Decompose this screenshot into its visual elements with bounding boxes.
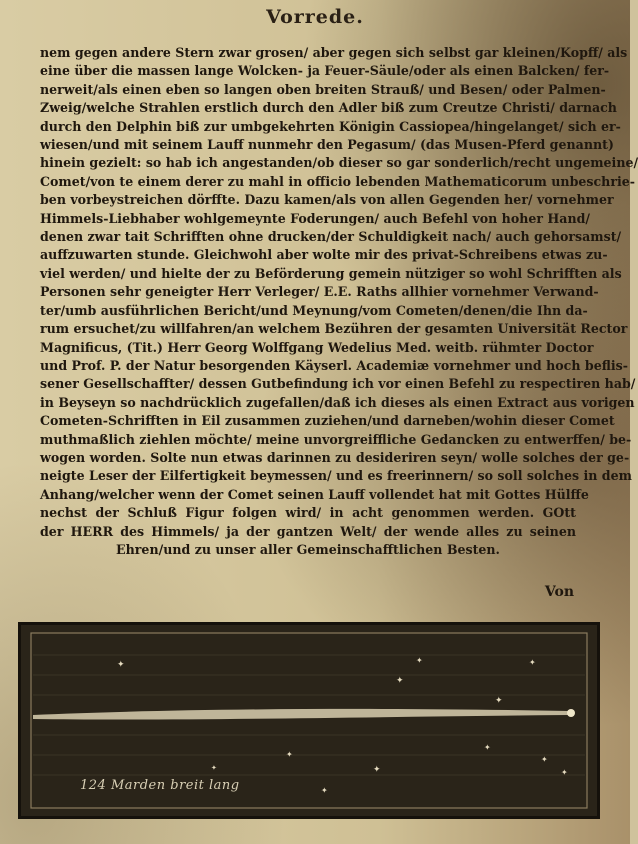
star: ✦	[541, 755, 548, 764]
text-line: ben vorbeystreichen dörffte. Dazu kamen/als von allen Gegenden her/ vornehmer	[40, 192, 614, 208]
text-line: sener Gesellschaffter/ dessen Gutbefindung ich vor einen Befehl zu respectiren hab/	[40, 376, 636, 392]
star: ✦	[416, 656, 423, 665]
stars	[117, 656, 568, 795]
text-line: nem gegen andere Stern zwar grosen/ aber gegen sich selbst gar kleinen/Kopff/ als	[40, 45, 628, 60]
catchword: Von	[544, 584, 574, 600]
text-line: Zweig/welche Strahlen erstlich durch den Adler biß zum Creutze Christi/ darnach	[40, 100, 617, 116]
text-line: denen zwar tait Schrifften ohne drucken/der Schuldigkeit nach/ auch gehorsamst/	[40, 229, 622, 245]
body-text	[40, 44, 638, 559]
text-line: muthmaßlich ziehlen möchte/ meine unvorgreiffliche Gedancken zu entwerffen/ be-	[40, 431, 632, 447]
star: ✦	[373, 765, 381, 775]
text-line: viel werden/ und hielte der zu Beförderung gemein nütziger so wohl Schrifften als	[40, 265, 622, 281]
text-line: rum ersuchet/zu willfahren/an welchem Bezühren der gesamten Universität Rector	[40, 321, 628, 337]
star: ✦	[484, 743, 491, 752]
text-line: in Beyseyn so nachdrücklich zugefallen/daß ich dieses als einen Extract aus vorigen	[40, 394, 635, 410]
comet-head	[567, 709, 575, 717]
text-line: neigte Leser der Eilfertigkeit beymessen/ und es freerinnern/ so soll solches in dem	[40, 468, 632, 484]
text-line: nechst der Schluß Figur folgen wird/ in acht genommen werden. GOtt	[40, 505, 576, 521]
star: ✦	[529, 658, 536, 667]
page-header: Vorrede.	[266, 6, 364, 28]
text-line: und Prof. P. der Natur besorgenden Käyserl. Academiæ vornehmer und hoch beflis-	[40, 357, 628, 373]
text-line: Magnificus, (Tit.) Herr Georg Wolffgang Wedelius Med. weitb. rühmter Doctor	[40, 339, 594, 355]
star: ✦	[117, 660, 125, 670]
star: ✦	[286, 750, 293, 759]
star: ✦	[495, 696, 503, 706]
text-line: wogen worden. Solte nun etwas darinnen zu desideriren seyn/ wolle solches der ge-	[40, 449, 630, 465]
text-line: Ehren/und zu unser aller Gemeinschafftlichen Besten.	[116, 541, 500, 557]
text-line: Cometen-Schrifften in Eil zusammen zuziehen/und darneben/wohin dieser Comet	[40, 413, 615, 429]
comet	[33, 709, 575, 720]
text-line: Personen sehr geneigter Herr Verleger/ E.E. Raths allhier vornehmer Verwand-	[40, 284, 599, 300]
text-line: nerweit/als einen eben so langen oben breiten Strauß/ und Besen/ oder Palmen-	[40, 81, 606, 97]
comet-tail	[33, 709, 569, 720]
text-line: ter/umb ausführlichen Bericht/und Meynung/vom Cometen/denen/die Ihn da-	[40, 302, 588, 318]
star: ✦	[321, 786, 328, 795]
text-line: auffzuwarten stunde. Gleichwohl aber wolte mir des privat-Schreibens etwas zu-	[40, 247, 608, 263]
text-line: Anhang/welcher wenn der Comet seinen Lauff vollendet hat mit Gottes Hülffe	[40, 486, 589, 502]
text-line: Himmels-Liebhaber wohlgemeynte Foderungen/ auch Befehl von hoher Hand/	[40, 210, 591, 226]
woodcut-caption: 124 Marden breit lang	[80, 778, 240, 793]
text-line: durch den Delphin biß zur umbgekehrten Königin Cassiopea/hingelanget/ sich er-	[40, 118, 621, 134]
text-line: eine über die massen lange Wolcken- ja Feuer-Säule/oder als einen Balcken/ fer-	[40, 63, 610, 79]
text-line: der HERR des Himmels/ ja der gantzen Welt/ der wende alles zu seinen	[40, 523, 576, 539]
text-line: wiesen/und mit seinem Lauff nunmehr den Pegasum/ (das Musen-Pferd genannt)	[40, 137, 614, 153]
star: ✦	[396, 676, 404, 686]
star: ✦	[211, 764, 217, 772]
text-line: hinein gezielt: so hab ich angestanden/ob dieser so gar sonderlich/recht ungemeine/	[40, 155, 638, 171]
text-line: Comet/von te einem derer zu mahl in officio lebenden Mathematicorum unbeschrie-	[40, 173, 635, 189]
star: ✦	[561, 768, 568, 777]
